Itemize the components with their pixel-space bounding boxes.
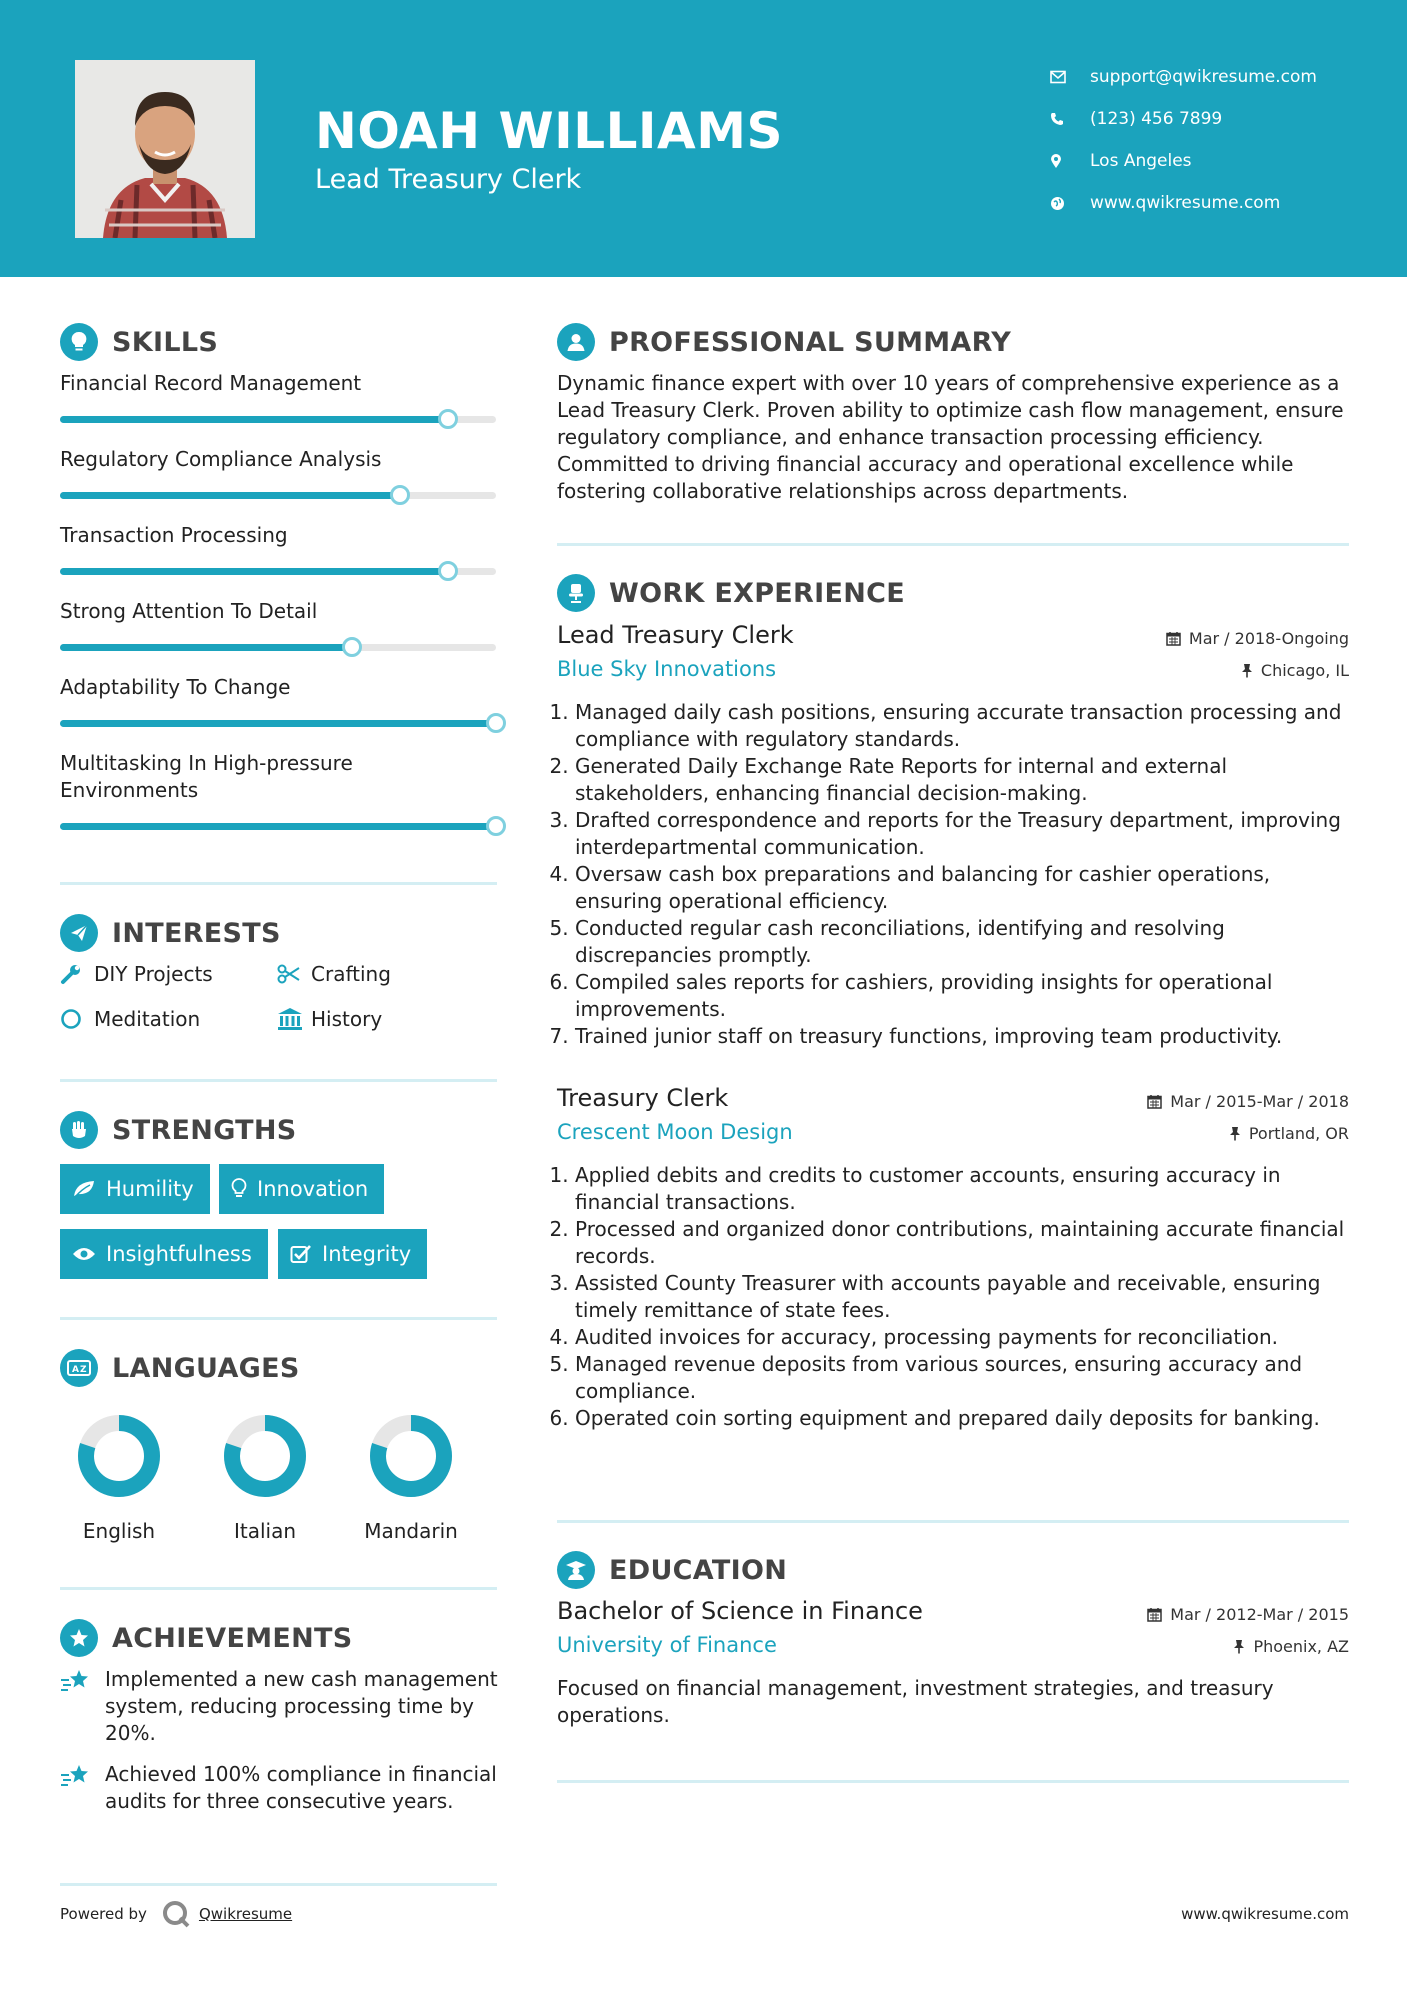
job-company: Crescent Moon Design xyxy=(557,1120,793,1144)
skill-item xyxy=(60,522,500,549)
education-location-text: Phoenix, AZ xyxy=(1253,1637,1349,1656)
strength-label: Integrity xyxy=(322,1242,412,1266)
shooting-star-icon xyxy=(60,1666,105,1747)
language-item xyxy=(200,1413,330,1543)
scissors-icon xyxy=(277,964,311,984)
skill-item xyxy=(60,750,420,804)
strength-label: Insightfulness xyxy=(106,1242,252,1266)
skill-name: Financial Record Management xyxy=(60,371,362,395)
interest-item xyxy=(60,962,213,986)
contact-email-text: support@qwikresume.com xyxy=(1090,67,1317,87)
resume-header xyxy=(0,0,1407,277)
interest-label: Meditation xyxy=(94,1007,201,1031)
school-name: University of Finance xyxy=(557,1633,777,1657)
strength-label: Humility xyxy=(106,1177,194,1201)
skill-name: Strong Attention To Detail xyxy=(60,599,318,623)
calendar-icon xyxy=(1147,1607,1162,1622)
raised-fist-icon xyxy=(60,1111,98,1149)
skill-bar-handle xyxy=(390,485,410,505)
language-item xyxy=(346,1413,476,1543)
svg-text:A: A xyxy=(72,1365,79,1375)
section-divider xyxy=(60,1883,497,1886)
interest-label: History xyxy=(311,1007,383,1031)
skill-bar-fill xyxy=(60,416,448,423)
skill-bar-fill xyxy=(60,492,400,499)
interest-item xyxy=(277,1007,382,1031)
language-donut xyxy=(76,1413,162,1499)
skill-item xyxy=(60,598,500,625)
eye-icon xyxy=(72,1246,96,1262)
education-date xyxy=(1147,1605,1349,1624)
job-date xyxy=(1166,629,1349,648)
skill-name: Regulatory Compliance Analysis xyxy=(60,447,382,471)
skill-bar-handle xyxy=(438,561,458,581)
strengths-title: STRENGTHS xyxy=(112,1114,297,1146)
powered-by-label: Powered by xyxy=(60,1905,147,1923)
lightbulb-icon xyxy=(60,323,98,361)
job-entry xyxy=(557,1084,1349,1432)
education-title: EDUCATION xyxy=(609,1554,788,1586)
svg-text:Z: Z xyxy=(80,1365,87,1375)
job-location xyxy=(1229,1124,1349,1143)
skill-bar-handle xyxy=(486,816,506,836)
language-item xyxy=(54,1413,184,1543)
experience-heading xyxy=(557,574,905,612)
pushpin-icon xyxy=(1241,663,1253,678)
achievements-heading xyxy=(60,1619,353,1657)
lightbulb-icon xyxy=(231,1178,247,1200)
summary-text: Dynamic finance expert with over 10 years of comprehensive experience as a Lead Treasury Clerk. Proven ability to optimize cash flow management, ensure regulatory compliance, and enhance transaction processing efficiency. Committed to driving financial accuracy and operational excellence while fostering collaborative relationships across departments. xyxy=(557,371,1344,503)
contact-email[interactable] xyxy=(1050,56,1317,98)
contact-phone[interactable] xyxy=(1050,98,1317,140)
section-divider xyxy=(60,1587,497,1590)
achievement-text: Achieved 100% compliance in financial audits for three consecutive years. xyxy=(105,1762,497,1813)
list-item: 5. Conducted regular cash reconciliations, identifying and resolving discrepancies promptly. xyxy=(575,915,1349,969)
section-divider xyxy=(557,1780,1349,1783)
achievement-item xyxy=(60,1761,500,1815)
strength-badge xyxy=(60,1229,268,1279)
contact-list xyxy=(1050,56,1317,224)
skill-bar-fill xyxy=(60,720,496,727)
list-item: 4. Oversaw cash box preparations and balancing for cashier operations, ensuring operational efficiency. xyxy=(575,861,1349,915)
globe-icon xyxy=(1050,196,1090,211)
contact-location-text: Los Angeles xyxy=(1090,151,1192,171)
calendar-icon xyxy=(1166,631,1181,646)
list-item: 2. Generated Daily Exchange Rate Reports for internal and external stakeholders, enhancing financial decision-making. xyxy=(575,753,1349,807)
leaf-icon xyxy=(72,1179,96,1199)
checkbox-icon xyxy=(290,1244,312,1264)
interests-heading xyxy=(60,914,281,952)
circle-icon xyxy=(60,1008,94,1030)
list-item: 1. Managed daily cash positions, ensuring accurate transaction processing and compliance with regulatory standards. xyxy=(575,699,1349,753)
list-item: 5. Managed revenue deposits from various sources, ensuring accuracy and compliance. xyxy=(575,1351,1349,1405)
section-divider xyxy=(60,1079,497,1082)
star-badge-icon xyxy=(60,1619,98,1657)
skill-name: Multitasking In High-pressure Environments xyxy=(60,751,353,802)
contact-location xyxy=(1050,140,1317,182)
skill-name: Transaction Processing xyxy=(60,523,288,547)
interest-label: DIY Projects xyxy=(94,962,213,986)
job-location xyxy=(1241,661,1349,680)
skill-bar-handle xyxy=(342,637,362,657)
language-name: Italian xyxy=(233,1519,297,1543)
job-location-text: Chicago, IL xyxy=(1260,661,1349,680)
skill-bar-fill xyxy=(60,823,496,830)
list-item: 6. Operated coin sorting equipment and prepared daily deposits for banking. xyxy=(575,1405,1349,1432)
skill-bar-handle xyxy=(438,409,458,429)
pushpin-icon xyxy=(1229,1126,1241,1141)
candidate-role: Lead Treasury Clerk xyxy=(315,164,582,195)
language-name: Mandarin xyxy=(364,1519,458,1543)
skill-bar-fill xyxy=(60,644,352,651)
job-entry xyxy=(557,621,1349,1050)
list-item: 3. Assisted County Treasurer with accounts payable and receivable, ensuring timely remittance of state fees. xyxy=(575,1270,1349,1324)
strengths-heading xyxy=(60,1111,297,1149)
achievement-text: Implemented a new cash management system, reducing processing time by 20%. xyxy=(105,1667,498,1745)
interests-title: INTERESTS xyxy=(112,917,281,949)
skill-bar xyxy=(60,720,496,727)
job-location-text: Portland, OR xyxy=(1248,1124,1349,1143)
job-company: Blue Sky Innovations xyxy=(557,657,777,681)
phone-icon xyxy=(1050,112,1090,126)
office-chair-icon xyxy=(557,574,595,612)
skills-heading xyxy=(60,323,218,361)
achievement-item xyxy=(60,1666,500,1747)
job-title: Lead Treasury Clerk xyxy=(557,621,794,649)
language-donut xyxy=(222,1413,308,1499)
language-icon xyxy=(60,1349,98,1387)
job-responsibilities xyxy=(557,1162,1349,1432)
shooting-star-icon xyxy=(60,1761,105,1815)
footer-url[interactable]: www.qwikresume.com xyxy=(1181,1905,1349,1923)
skill-item xyxy=(60,446,500,473)
section-divider xyxy=(60,1317,497,1320)
language-name: English xyxy=(82,1519,156,1543)
job-responsibilities xyxy=(557,699,1349,1050)
section-divider xyxy=(557,543,1349,546)
list-item: 3. Drafted correspondence and reports for the Treasury department, improving interdepartmental communication. xyxy=(575,807,1349,861)
skill-bar-handle xyxy=(486,713,506,733)
summary-heading xyxy=(557,323,1011,361)
user-icon xyxy=(557,323,595,361)
pushpin-icon xyxy=(1233,1639,1245,1654)
qwikresume-link[interactable]: Qwikresume xyxy=(198,1905,293,1923)
wrench-icon xyxy=(60,963,94,985)
contact-phone-text: (123) 456 7899 xyxy=(1090,109,1223,129)
experience-title: WORK EXPERIENCE xyxy=(609,577,905,609)
language-donut xyxy=(368,1413,454,1499)
job-title: Treasury Clerk xyxy=(557,1084,729,1112)
education-location xyxy=(1233,1637,1349,1656)
job-date-text: Mar / 2015-Mar / 2018 xyxy=(1170,1092,1349,1111)
section-divider xyxy=(60,882,497,885)
job-date xyxy=(1147,1092,1349,1111)
skill-item xyxy=(60,674,500,701)
list-item: 4. Audited invoices for accuracy, processing payments for reconciliation. xyxy=(575,1324,1349,1351)
museum-icon xyxy=(277,1007,311,1031)
achievements-title: ACHIEVEMENTS xyxy=(112,1622,353,1654)
skill-item xyxy=(60,370,500,397)
contact-website-text: www.qwikresume.com xyxy=(1090,193,1281,213)
education-entry xyxy=(557,1597,1349,1729)
interest-item xyxy=(277,962,391,986)
strength-badge xyxy=(278,1229,427,1279)
map-pin-icon xyxy=(1050,153,1090,169)
strength-badge xyxy=(60,1164,210,1214)
strength-label: Innovation xyxy=(257,1177,369,1201)
education-date-text: Mar / 2012-Mar / 2015 xyxy=(1170,1605,1349,1624)
qwikresume-logo-icon xyxy=(161,1899,191,1929)
candidate-name: NOAH WILLIAMS xyxy=(315,102,783,160)
degree-title: Bachelor of Science in Finance xyxy=(557,1597,923,1625)
skill-bar xyxy=(60,492,496,499)
section-divider xyxy=(557,1520,1349,1523)
list-item: 6. Compiled sales reports for cashiers, providing insights for operational improvements. xyxy=(575,969,1349,1023)
list-item: 2. Processed and organized donor contributions, maintaining accurate financial records. xyxy=(575,1216,1349,1270)
interest-label: Crafting xyxy=(311,962,391,986)
envelope-icon xyxy=(1050,70,1090,84)
list-item: 1. Applied debits and credits to customer accounts, ensuring accuracy in financial transactions. xyxy=(575,1162,1349,1216)
summary-title: PROFESSIONAL SUMMARY xyxy=(609,326,1012,358)
powered-by xyxy=(60,1899,292,1929)
profile-photo xyxy=(75,60,255,238)
person-portrait-icon xyxy=(75,60,255,238)
skill-bar xyxy=(60,568,496,575)
paper-plane-icon xyxy=(60,914,98,952)
skill-bar-fill xyxy=(60,568,448,575)
languages-title: LANGUAGES xyxy=(112,1352,300,1384)
languages-heading xyxy=(60,1349,300,1387)
list-item: 7. Trained junior staff on treasury functions, improving team productivity. xyxy=(575,1023,1349,1050)
job-date-text: Mar / 2018-Ongoing xyxy=(1188,629,1349,648)
graduate-icon xyxy=(557,1551,595,1589)
education-heading xyxy=(557,1551,787,1589)
skill-bar xyxy=(60,416,496,423)
skill-bar xyxy=(60,823,496,830)
interest-item xyxy=(60,1007,200,1031)
skill-name: Adaptability To Change xyxy=(60,675,291,699)
calendar-icon xyxy=(1147,1094,1162,1109)
skill-bar xyxy=(60,644,496,651)
education-description: Focused on financial management, investment strategies, and treasury operations. xyxy=(557,1676,1274,1727)
strength-badge xyxy=(219,1164,384,1214)
skills-title: SKILLS xyxy=(112,326,219,358)
contact-website[interactable] xyxy=(1050,182,1317,224)
